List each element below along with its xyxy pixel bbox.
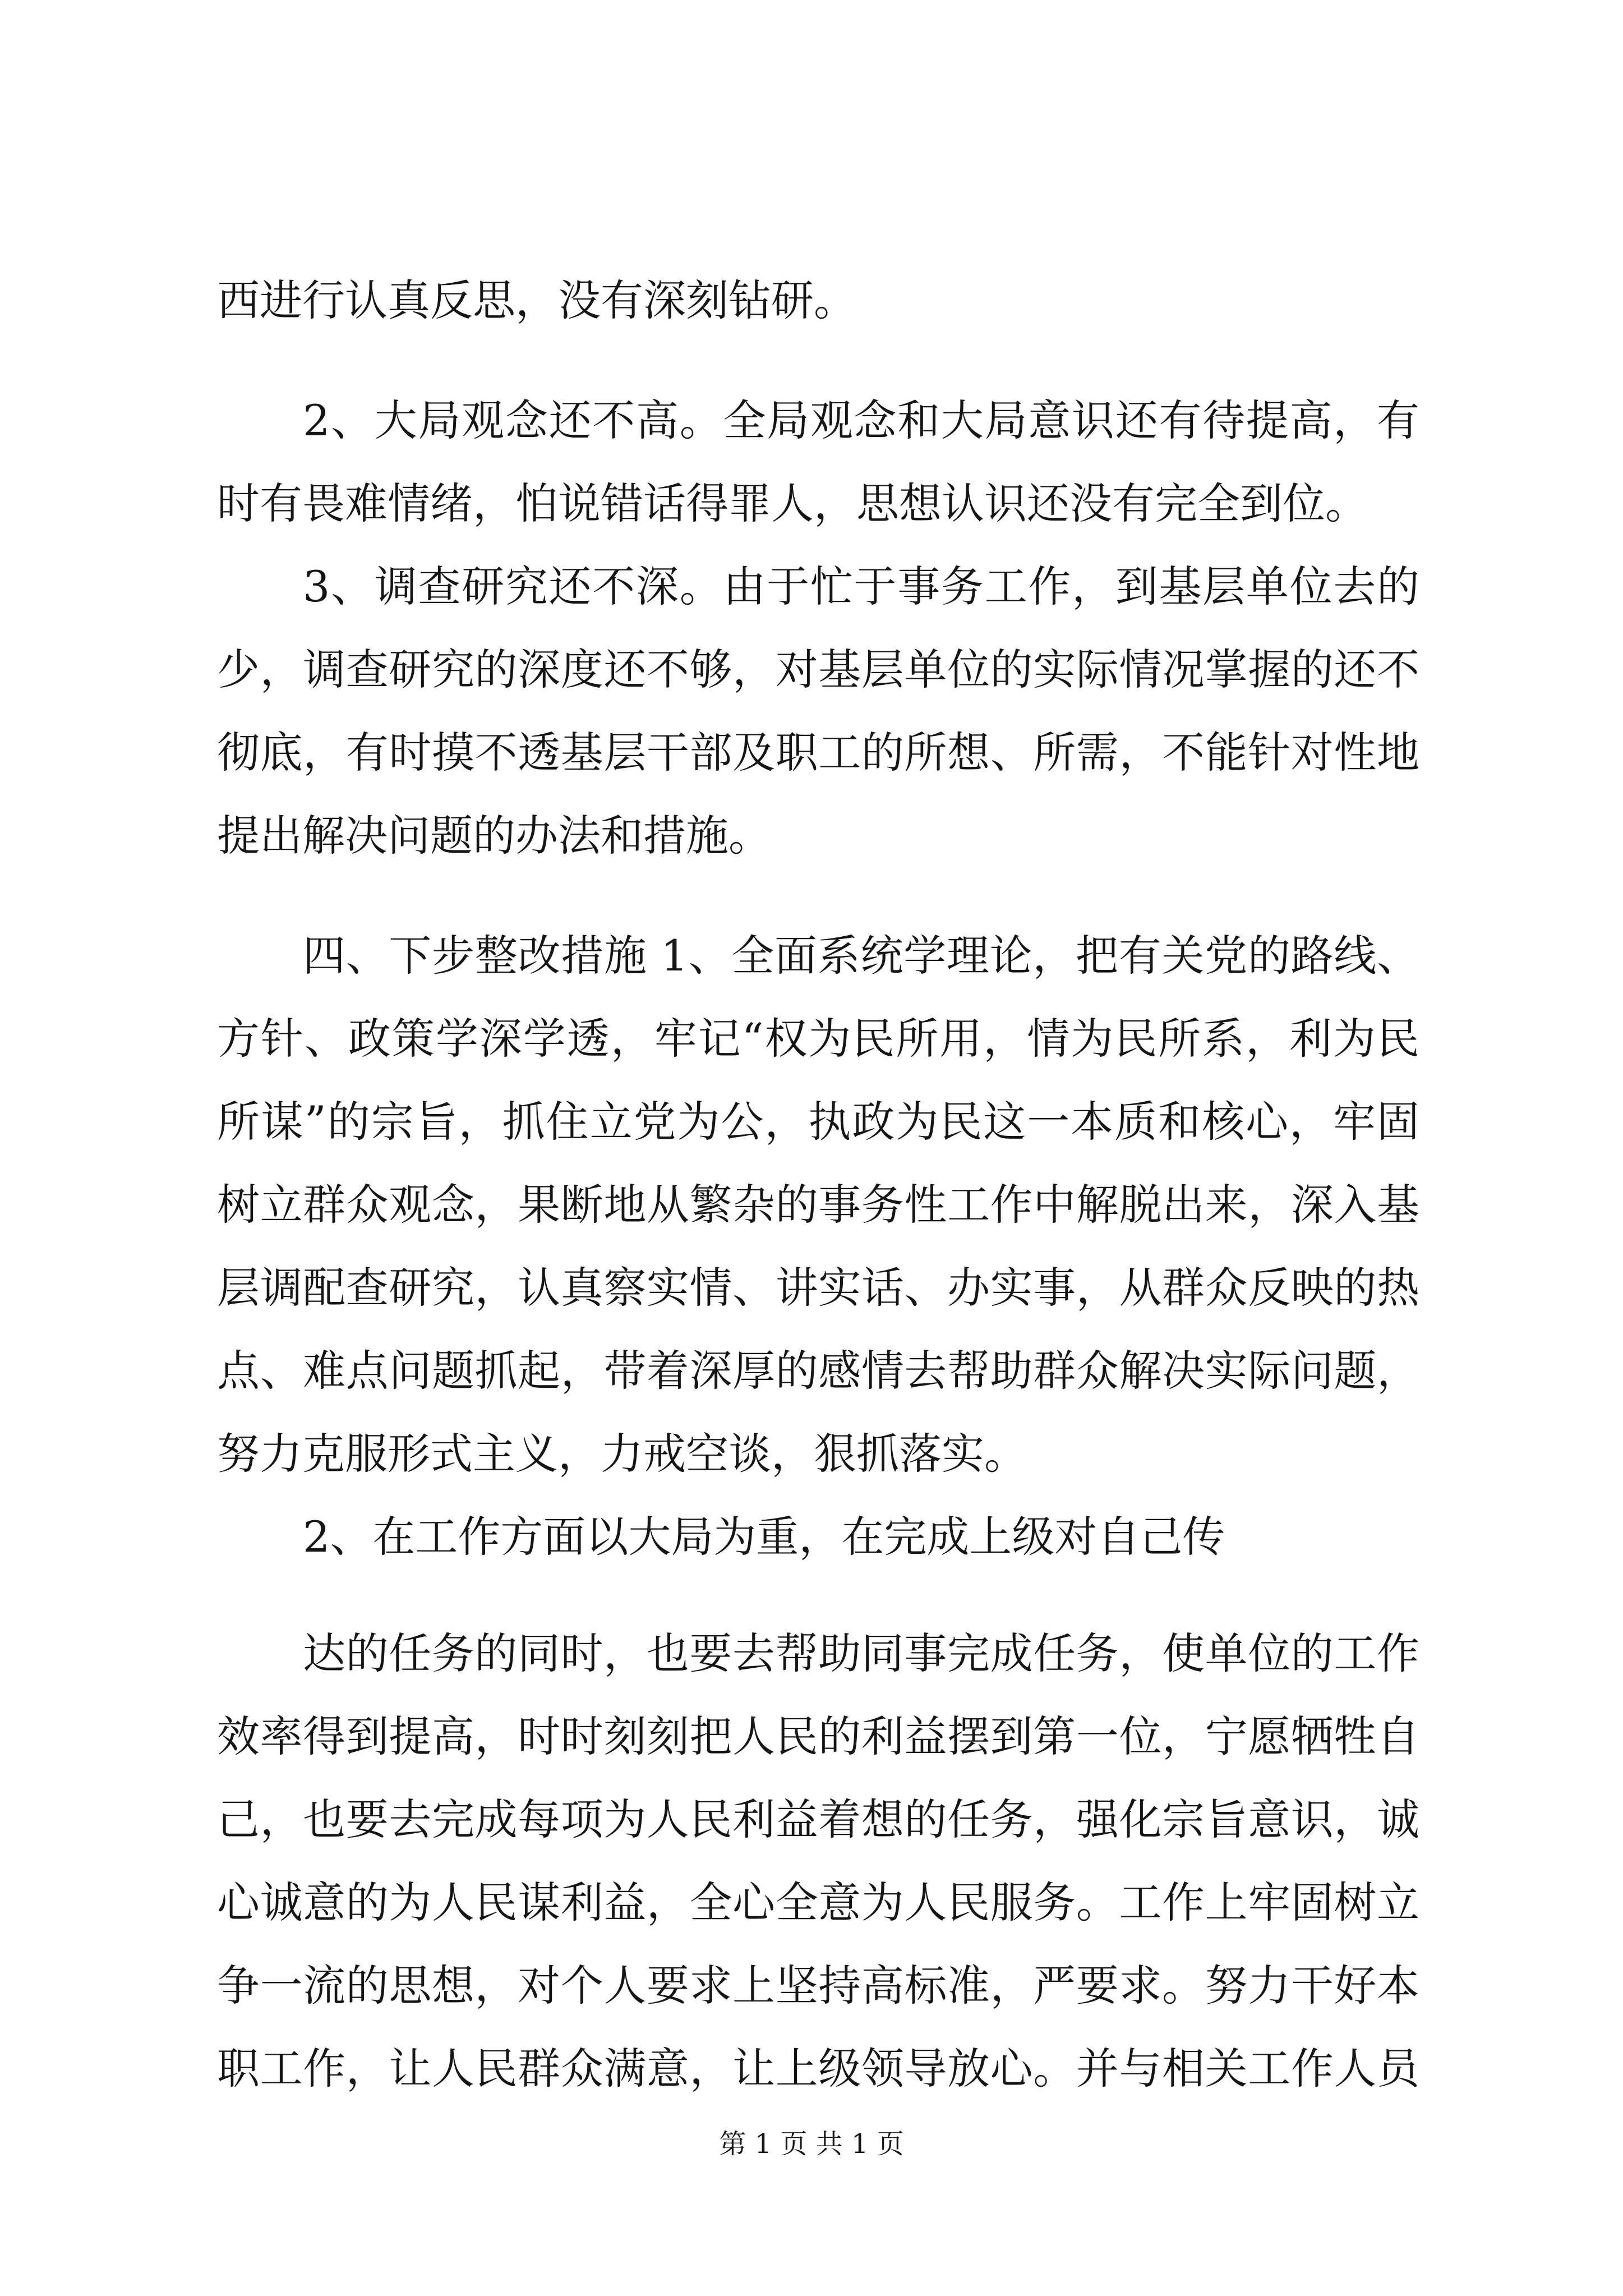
- text-line: 所谋”的宗旨，抓住立党为公，执政为民这一本质和核心，牢固: [217, 1097, 1419, 1147]
- text-line: 争一流的思想，对个人要求上坚持高标准，严要求。努力干好本: [217, 1961, 1419, 2010]
- paragraph: [217, 1496, 1419, 1579]
- text-line: 层调配查研究，认真察实情、讲实话、办实事，从群众反映的热: [217, 1263, 1419, 1313]
- paragraph: [217, 379, 1419, 545]
- paragraph: [217, 914, 1419, 1496]
- text-line: 2、在工作方面以大局为重，在完成上级对自己传: [303, 1512, 1225, 1562]
- paragraph: [217, 1612, 1419, 2110]
- text-line: 四、下步整改措施 1、全面系统学理论，把有关党的路线、: [303, 931, 1419, 981]
- text-line: 己，也要去完成每项为人民利益着想的任务，强化宗旨意识，诚: [217, 1795, 1419, 1844]
- text-line: 提出解决问题的办法和措施。: [217, 811, 771, 861]
- paragraph: [217, 259, 1419, 342]
- paragraph: [217, 545, 1419, 877]
- text-line: 方针、政策学深学透，牢记“权为民所用，情为民所系，利为民: [217, 1014, 1419, 1064]
- text-line: 职工作，让人民群众满意，让上级领导放心。并与相关工作人员: [217, 2044, 1419, 2093]
- text-line: 少，调查研究的深度还不够，对基层单位的实际情况掌握的还不: [217, 645, 1419, 694]
- text-line: 效率得到提高，时时刻刻把人民的利益摆到第一位，宁愿牺牲自: [217, 1711, 1419, 1761]
- text-line: 努力克服形式主义，力戒空谈，狠抓落实。: [217, 1429, 1027, 1479]
- text-line: 时有畏难情绪，怕说错话得罪人，思想认识还没有完全到位。: [217, 478, 1368, 528]
- text-line: 点、难点问题抓起，带着深厚的感情去帮助群众解决实际问题，: [217, 1346, 1419, 1396]
- text-line: 西进行认真反思，没有深刻钻研。: [217, 275, 856, 325]
- text-line: 达的任务的同时，也要去帮助同事完成任务，使单位的工作: [303, 1628, 1419, 1678]
- text-line: 树立群众观念，果断地从繁杂的事务性工作中解脱出来，深入基: [217, 1180, 1419, 1230]
- text-line: 2、大局观念还不高。全局观念和大局意识还有待提高，有: [303, 395, 1419, 445]
- page-footer: 第 1 页 共 1 页: [719, 2128, 904, 2160]
- text-line: 彻底，有时摸不透基层干部及职工的所想、所需，不能针对性地: [217, 728, 1419, 777]
- text-line: 3、调查研究还不深。由于忙于事务工作，到基层单位去的: [303, 562, 1419, 611]
- text-line: 心诚意的为人民谋利益，全心全意为人民服务。工作上牢固树立: [217, 1878, 1419, 1927]
- document-body: [217, 259, 1419, 2110]
